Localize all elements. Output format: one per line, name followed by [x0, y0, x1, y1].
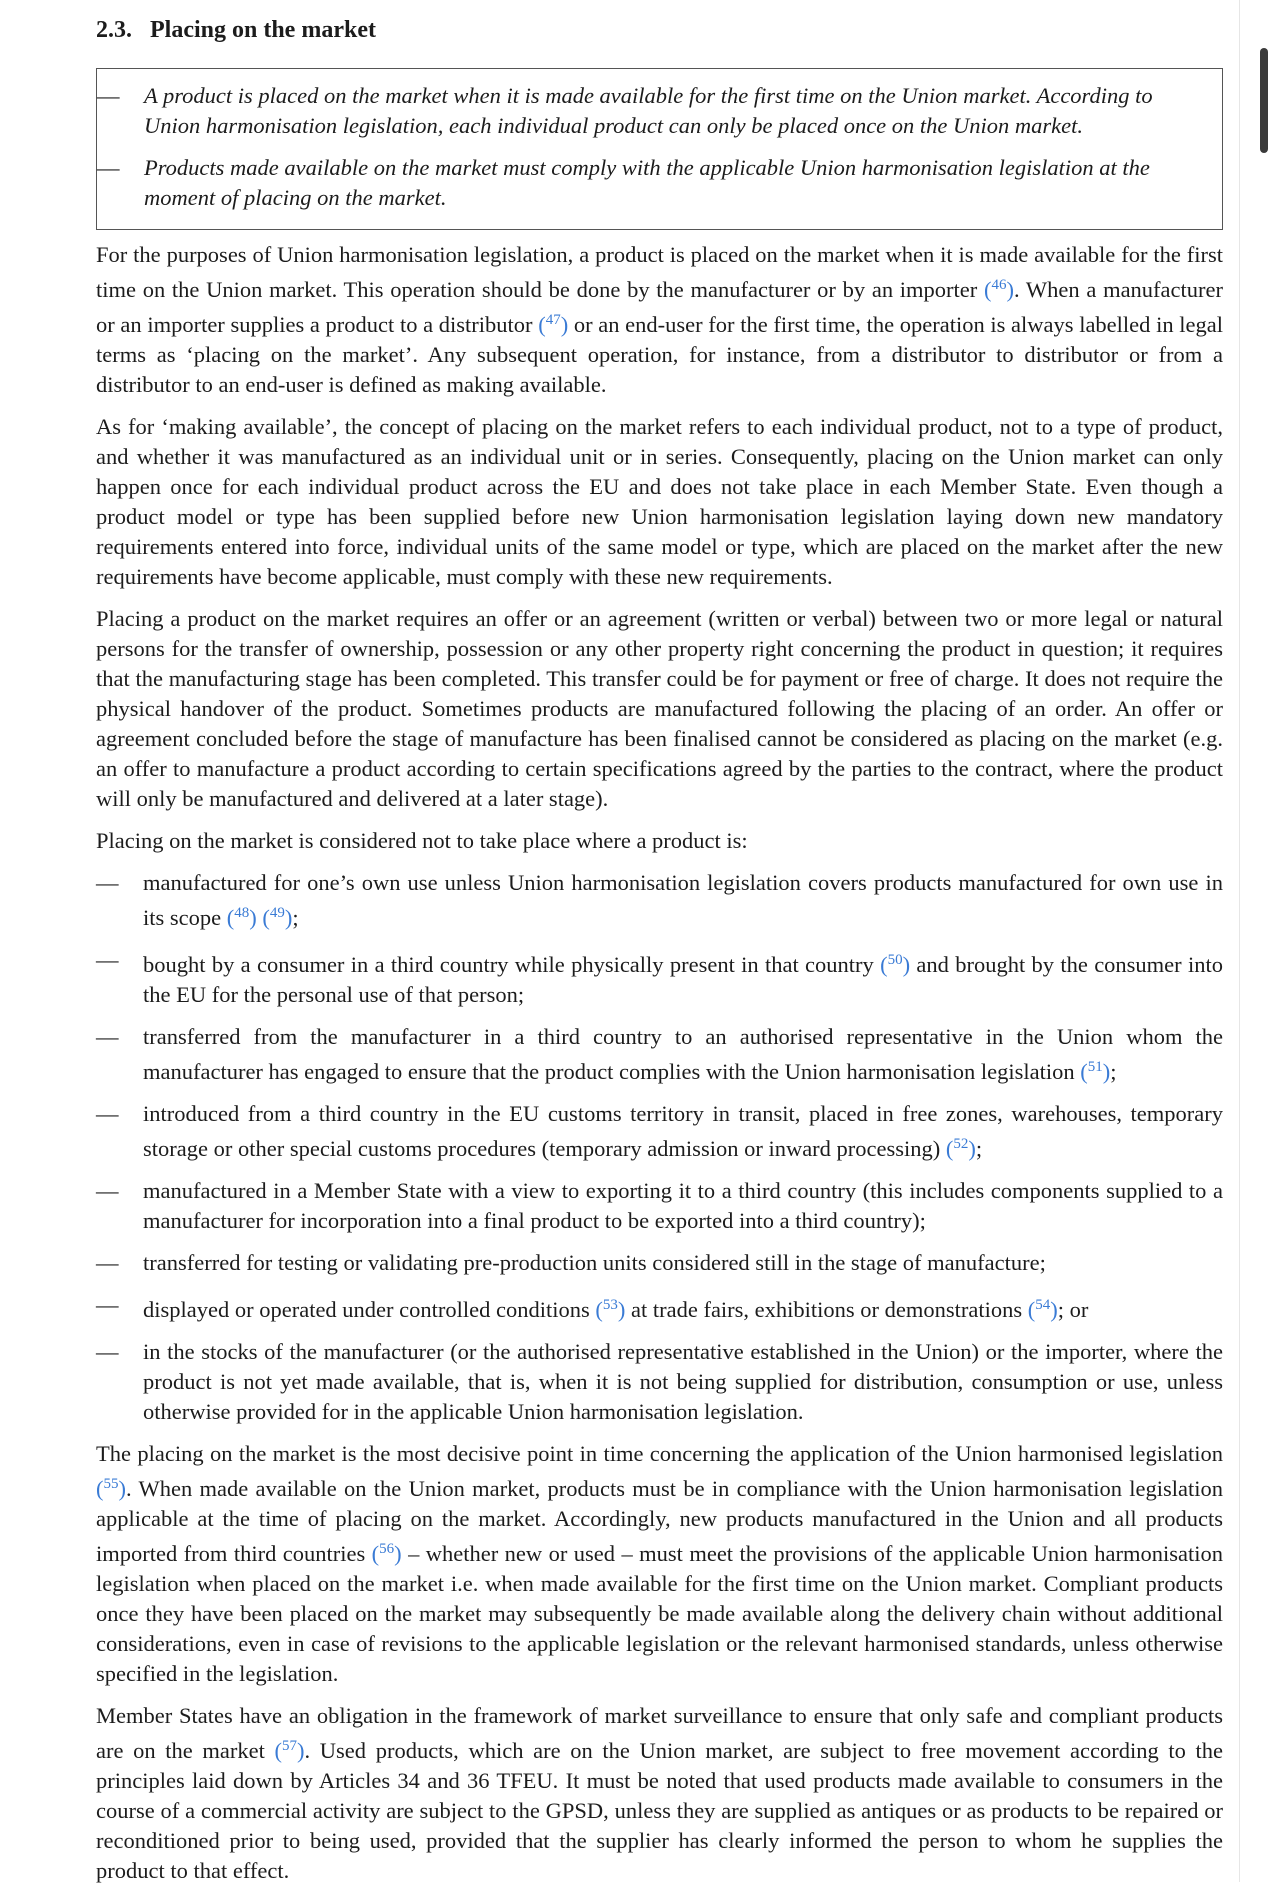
box-item-text: Products made available on the market must comply with the applicable Union harmonisation legislation at the moment of placing on the market.: [144, 155, 1150, 210]
footnote-number: 51: [1087, 1059, 1103, 1075]
text-run: transferred for testing or validating pre-production units considered still in the stage of manufacture;: [143, 1250, 1046, 1275]
dash-marker: —: [96, 1024, 119, 1049]
footnote-number: 55: [103, 1476, 119, 1492]
text-run: introduced from a third country in the EU customs territory in transit, placed in free zones, warehouses, temporary storage or other special customs procedures (temporary admission or inward processing): [143, 1101, 1223, 1161]
text-run: . When a manufacturer or an importer supplies a product to a distributor: [96, 277, 1224, 337]
footnote-link[interactable]: ($^{52}$): [945, 1136, 976, 1161]
footnote-link[interactable]: ($^{46}$): [983, 277, 1014, 302]
document-page: [96, 0, 1223, 1898]
dash-marker: —: [96, 1292, 119, 1317]
list-item: [96, 1176, 1223, 1236]
dash-marker: —: [96, 1101, 119, 1126]
dash-marker: —: [96, 870, 119, 895]
dash-marker: —: [96, 1250, 119, 1275]
paragraph-4: Placing on the market is considered not to take place where a product is:: [96, 828, 748, 853]
footnote-link[interactable]: ($^{56}$): [371, 1541, 402, 1566]
footnote-link[interactable]: ($^{53}$): [595, 1297, 626, 1322]
paragraph-1: [96, 240, 1223, 400]
list-item: [96, 1099, 1223, 1164]
footnote-number: 47: [545, 312, 561, 328]
page-edge-rule: [1239, 0, 1240, 1882]
dash-marker: —: [96, 1178, 119, 1203]
text-run: manufactured in a Member State with a view to exporting it to a third country (this includes components supplied to a manufacturer for incorporation into a final product to be exported into a third country);: [143, 1178, 1223, 1233]
footnote-link[interactable]: ($^{48}$): [226, 905, 257, 930]
text-run: ;: [1110, 1059, 1117, 1084]
footnote-link[interactable]: ($^{54}$): [1027, 1297, 1058, 1322]
text-run: ; or: [1057, 1297, 1089, 1322]
footnote-number: 48: [234, 905, 250, 921]
list-item: [96, 1337, 1223, 1427]
section-heading: [96, 14, 1223, 54]
footnote-link[interactable]: ($^{49}$): [262, 905, 293, 930]
exceptions-list: [96, 868, 1223, 1427]
text-run: . Used products, which are on the Union market, are subject to free movement according to the principles laid down by Articles 34 and 36 TFEU. It must be noted that used products made available to consumers in the course of a commercial activity are subject to the GPSD, unless they are supplied as antiques or as products to be repaired or reconditioned prior to being used, provided that the supplier has clearly informed the person to whom he supplies the product to that effect.: [96, 1738, 1224, 1883]
footnote-number: 49: [269, 905, 285, 921]
box-item-text: A product is placed on the market when it is made available for the first time on the Union market. According to Union harmonisation legislation, each individual product can only be placed once on the Union market.: [144, 83, 1153, 138]
text-run: For the purposes of Union harmonisation legislation, a product is placed on the market when it is made available for the first time on the Union market. This operation should be done by the manufacturer or by an importer: [96, 242, 1223, 302]
text-run: – whether new or used – must meet the provisions of the applicable Union harmonisation legislation when placed on the market i.e. when made available for the first time on the Union market. Compliant products once they have been placed on the market may subsequently be made available along the delivery chain without additional considerations, even in case of revisions to the applicable legislation or the relevant harmonised standards, unless otherwise specified in the legislation.: [96, 1541, 1223, 1686]
paragraph-5: [96, 1439, 1223, 1689]
section-title: Placing on the market: [150, 17, 376, 43]
list-item: [96, 1290, 1223, 1325]
box-item: [97, 81, 1222, 141]
list-item: [96, 945, 1223, 1010]
footnote-link[interactable]: ($^{50}$): [880, 952, 911, 977]
footnote-link[interactable]: ($^{47}$): [538, 312, 569, 337]
footnote-number: 56: [379, 1541, 395, 1557]
list-item: [96, 868, 1223, 933]
paragraph-6: [96, 1701, 1223, 1886]
paragraph-3: Placing a product on the market requires an offer or an agreement (written or verbal) between two or more legal or natural persons for the transfer of ownership, possession or any other property right concerning the product in question; it requires that the manufacturing stage has been completed. This transfer could be for payment or free of charge. It does not require the physical handover of the product. Sometimes products are manufactured following the placing of an order. An offer or agreement concluded before the stage of manufacture has been finalised cannot be considered as placing on the market (e.g. an offer to manufacture a product according to certain specifications agreed by the parties to the contract, where the product will only be manufactured and delivered at a later stage).: [96, 606, 1223, 811]
footnote-link[interactable]: ($^{57}$): [274, 1738, 305, 1763]
text-run: . When made available on the Union market, products must be in compliance with the Union harmonisation legislation applicable at the time of placing on the market. Accordingly, new products manufactured in the Union and all products imported from third countries: [96, 1476, 1223, 1566]
text-run: transferred from the manufacturer in a third country to an authorised representative in the Union whom the manufacturer has engaged to ensure that the product complies with the Union harmonisation legislation: [143, 1024, 1223, 1084]
dash-marker: —: [96, 1339, 119, 1364]
footnote-number: 53: [602, 1297, 618, 1313]
footnote-number: 50: [887, 952, 903, 968]
text-run: in the stocks of the manufacturer (or the authorised representative established in the Union) or the importer, where the product is not yet made available, that is, when it is not being supplied for distribution, consumption or use, unless otherwise provided for in the applicable Union harmonisation legislation.: [143, 1339, 1223, 1424]
footnote-number: 54: [1035, 1297, 1051, 1313]
footnote-number: 57: [282, 1738, 298, 1754]
footnote-number: 46: [991, 277, 1007, 293]
text-run: or an end-user for the first time, the operation is always labelled in legal terms as ‘placing on the market’. Any subsequent operation, for instance, from a distributor to distributor or from a distributor to an end-user is defined as making available.: [96, 312, 1223, 397]
boxed-key-points: [96, 68, 1223, 230]
text-run: Member States have an obligation in the framework of market surveillance to ensure that only safe and compliant products are on the market: [96, 1703, 1223, 1763]
paragraph-2: As for ‘making available’, the concept of placing on the market refers to each individual product, not to a type of product, and whether it was manufactured as an individual unit or in series. Consequently, placing on the Union market can only happen once for each individual product across the EU and does not take place in each Member State. Even though a product model or type has been supplied before new Union harmonisation legislation laying down new mandatory requirements entered into force, individual units of the same model or type, which are placed on the market after the new requirements have become applicable, must comply with these new requirements.: [96, 414, 1223, 589]
list-item: [96, 1248, 1223, 1278]
list-item: [96, 1022, 1223, 1087]
text-run: ;: [975, 1136, 983, 1161]
dash-marker: —: [96, 947, 119, 972]
text-run: ;: [292, 905, 299, 930]
text-run: The placing on the market is the most decisive point in time concerning the application of the Union harmonised legislation: [96, 1441, 1223, 1466]
dash-marker: —: [97, 155, 120, 180]
footnote-link[interactable]: ($^{51}$): [1080, 1059, 1111, 1084]
text-run: bought by a consumer in a third country while physically present in that country: [143, 952, 881, 977]
text-run: manufactured for one’s own use unless Union harmonisation legislation covers products manufactured for own use in its scope: [143, 870, 1223, 930]
footnote-number: 52: [953, 1136, 969, 1152]
text-run: at trade fairs, exhibitions or demonstrations: [625, 1297, 1028, 1322]
text-run: displayed or operated under controlled conditions: [143, 1297, 596, 1322]
section-number: 2.3.: [96, 17, 132, 43]
scrollbar-thumb[interactable]: [1260, 48, 1268, 153]
text-run: and brought by the consumer into the EU for the personal use of that person;: [143, 952, 1223, 1007]
footnote-link[interactable]: ($^{55}$): [96, 1476, 126, 1501]
dash-marker: —: [97, 83, 120, 108]
box-item: [97, 153, 1222, 213]
